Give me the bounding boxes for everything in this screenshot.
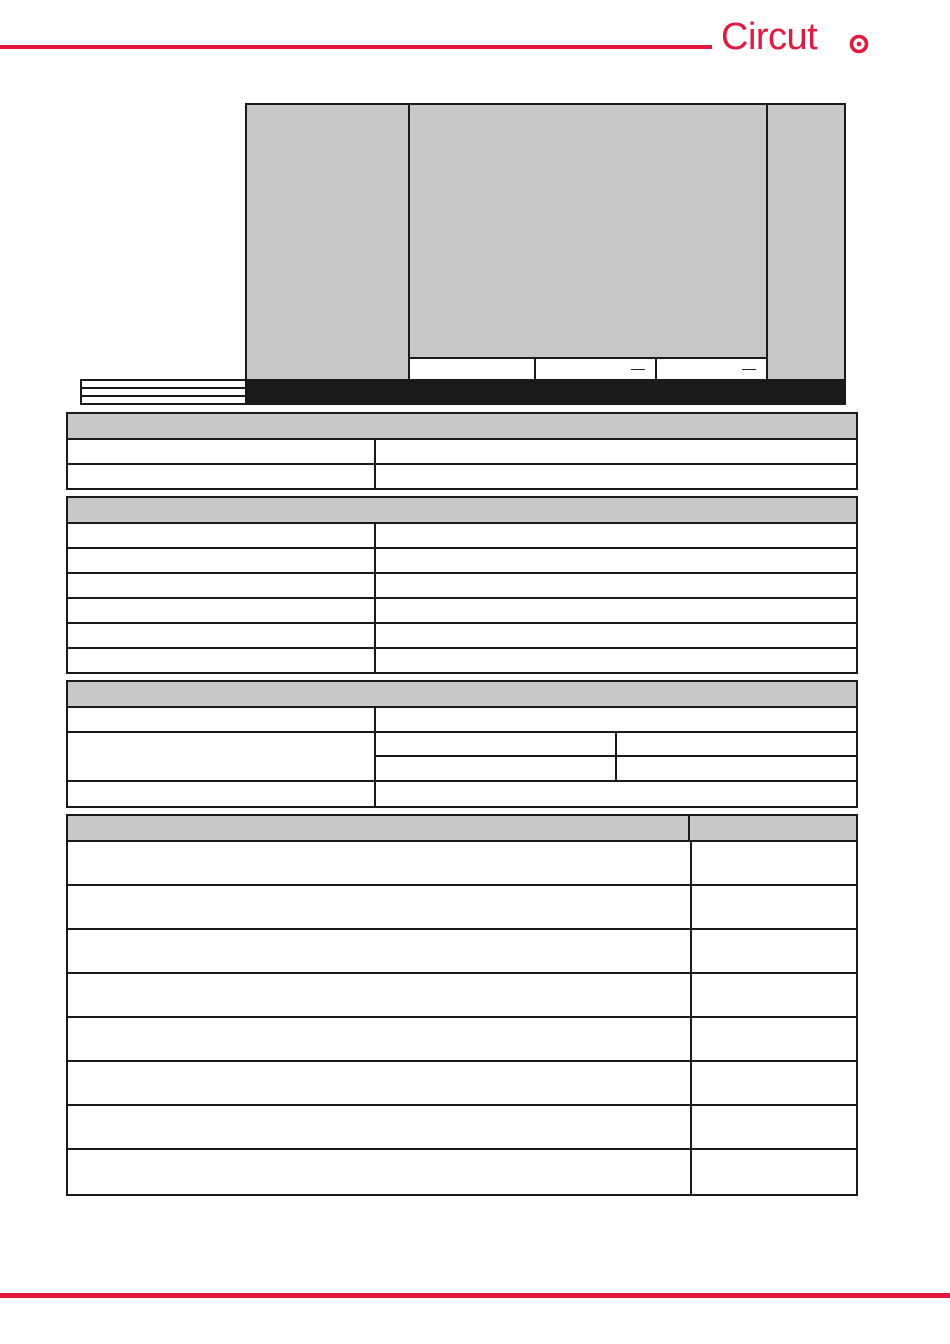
circutor-logo	[721, 14, 873, 60]
section-header	[68, 682, 856, 708]
description-cell	[68, 886, 690, 928]
value-cell	[374, 574, 856, 597]
section-header	[68, 816, 856, 842]
label-cell	[68, 708, 374, 731]
label-cell	[68, 440, 374, 463]
table-row	[68, 549, 856, 574]
value-cell	[374, 649, 856, 672]
table-row	[68, 782, 856, 806]
value-cell	[690, 1018, 856, 1060]
section-header	[68, 414, 856, 440]
table-row	[68, 599, 856, 624]
table-row	[68, 1062, 856, 1106]
sub-cell	[617, 757, 856, 780]
sub-cell	[376, 757, 617, 780]
label-cell	[68, 524, 374, 547]
label-cell	[68, 733, 374, 780]
value-cell	[374, 782, 856, 806]
value-cell	[690, 1106, 856, 1148]
table-row	[68, 974, 856, 1018]
table-row	[68, 842, 856, 886]
section-d	[66, 814, 858, 1196]
value-cell	[374, 440, 856, 463]
value-cell	[690, 842, 856, 884]
value-cell	[374, 524, 856, 547]
label-cell	[68, 465, 374, 488]
value-cell	[374, 549, 856, 572]
table-row	[68, 1018, 856, 1062]
table-row	[68, 1106, 856, 1150]
description-cell	[68, 1150, 690, 1194]
table-row	[68, 930, 856, 974]
subheader-cell	[656, 358, 767, 380]
logo-text: Circut	[721, 16, 818, 58]
section-b	[66, 496, 858, 674]
empty-corner	[81, 104, 246, 380]
group-cell	[81, 396, 246, 404]
description-cell	[68, 1018, 690, 1060]
sub-cell	[617, 733, 856, 755]
group-cell	[81, 380, 246, 388]
dc-symbol-icon	[742, 369, 756, 370]
table-row	[68, 708, 856, 733]
description-cell	[68, 930, 690, 972]
group-cell	[81, 388, 246, 396]
description-cell	[68, 1062, 690, 1104]
header-cell	[409, 104, 767, 358]
circutor-o-icon	[849, 34, 869, 54]
description-cell	[68, 842, 690, 884]
value-cell	[374, 465, 856, 488]
table-row	[68, 465, 856, 488]
table-row	[68, 649, 856, 672]
value-cell	[374, 599, 856, 622]
label-cell	[68, 574, 374, 597]
value-cell	[690, 1062, 856, 1104]
value-cell	[374, 624, 856, 647]
sub-cell	[376, 733, 617, 755]
subheader-cell	[409, 358, 535, 380]
split-value-cell	[374, 733, 856, 780]
value-cell	[690, 1150, 856, 1194]
label-cell	[68, 599, 374, 622]
value-cell	[690, 974, 856, 1016]
section-a	[66, 412, 858, 490]
label-cell	[68, 549, 374, 572]
spec-table	[80, 103, 846, 405]
value-cell	[690, 930, 856, 972]
table-row	[68, 733, 856, 782]
table-row	[68, 574, 856, 599]
section-c	[66, 680, 858, 808]
label-cell	[68, 782, 374, 806]
label-cell	[68, 649, 374, 672]
value-cell	[690, 886, 856, 928]
table-row	[68, 624, 856, 649]
table-row	[68, 440, 856, 465]
subheader-cell	[535, 358, 656, 380]
value-cell	[374, 708, 856, 731]
table-row	[68, 886, 856, 930]
bottom-rule	[0, 1293, 950, 1298]
table-row	[68, 1150, 856, 1194]
label-cell	[68, 624, 374, 647]
section-header	[68, 498, 856, 524]
description-cell	[68, 1106, 690, 1148]
description-cell	[68, 974, 690, 1016]
dc-symbol-icon	[631, 369, 645, 370]
header-cell	[767, 104, 845, 380]
header-cell	[246, 104, 409, 380]
top-rule	[0, 45, 712, 49]
table-row	[68, 524, 856, 549]
